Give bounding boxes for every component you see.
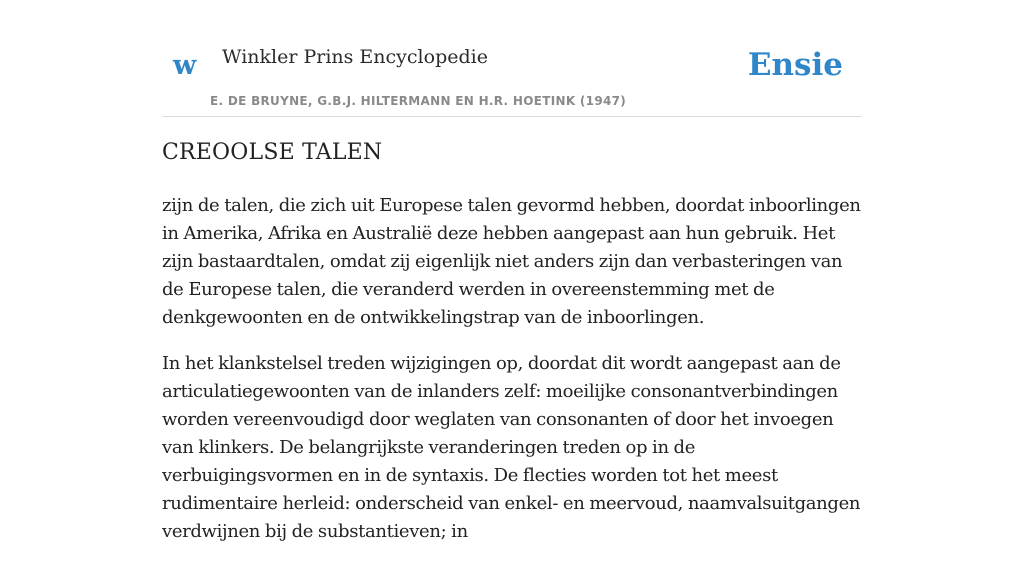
winkler-prins-logo-icon[interactable]: w (173, 50, 197, 81)
ensie-logo[interactable]: Ensie (747, 47, 843, 83)
article-title: CREOOLSE TALEN (162, 140, 383, 165)
source-title[interactable]: Winkler Prins Encyclopedie (222, 46, 488, 68)
article-body (162, 192, 864, 564)
paragraph: zijn de talen, die zich uit Europese talen gevormd hebben, doordat inboorlingen in Amerika, Afrika en Australië deze hebben aangepast aan hun gebruik. Het zijn bastaardtalen, omdat zij eigenlijk niet anders zijn dan verbasteringen van de Europese talen, die veranderd werden in overeenstemming met de denkgewoonten en de ontwikkelingstrap van de inboorlingen. (162, 195, 861, 328)
paragraph: In het klankstelsel treden wijzigingen op, doordat dit wordt aangepast aan de articulatiegewoonten van de inlanders zelf: moeilijke consonantverbindingen worden vereenvoudigd door weglaten van consonanten of door het invoegen van klinkers. De belangrijkste veranderingen treden op in de verbuigingsvormen en in de syntaxis. De flecties worden tot het meest rudimentaire herleid: onderscheid van enkel- en meervoud, naamvalsuitgangen verdwijnen bij de substantieven; in (162, 353, 861, 542)
authors-line: E. DE BRUYNE, G.B.J. HILTERMANN EN H.R. HOETINK (1947) (210, 94, 627, 108)
header (162, 0, 862, 117)
